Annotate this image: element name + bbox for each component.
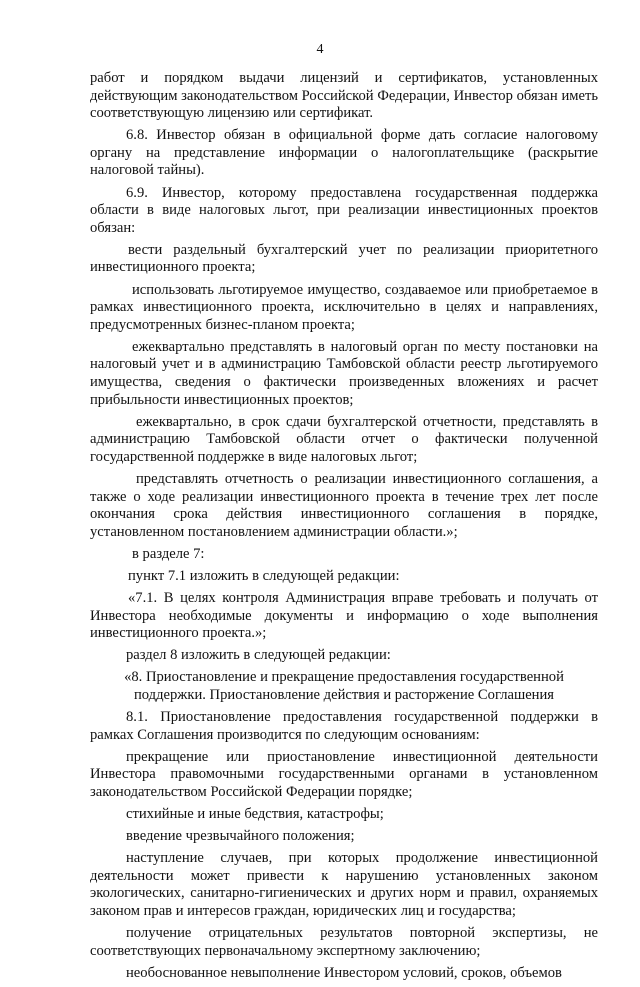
- paragraph: стихийные и иные бедствия, катастрофы;: [126, 806, 384, 823]
- paragraph: 6.8. Инвестор обязан в официальной форме дать согласие налоговому органу на представление информации о налогоплательщике (раскрытие налоговой тайны).: [90, 127, 598, 179]
- paragraph: «7.1. В целях контроля Администрация вправе требовать и получать от Инвестора необходимые документы и информацию о ходе выполнения инвестиционного проекта.»;: [90, 590, 598, 642]
- paragraph: получение отрицательных результатов повторной экспертизы, не соответствующих первоначальному экспертному заключению;: [90, 925, 598, 959]
- paragraph: 8.1. Приостановление предоставления государственной поддержки в рамках Соглашения производится по следующим основаниям:: [90, 709, 598, 743]
- paragraph: представлять отчетность о реализации инвестиционного соглашения, а также о ходе реализации инвестиционного проекта в течение трех лет после окончания срока действия инвестиционного соглашения в порядке, установленном постановлением администрации области.»;: [90, 470, 598, 540]
- paragraph: вести раздельный бухгалтерский учет по реализации приоритетного инвестиционного проекта;: [90, 241, 598, 276]
- paragraph: наступление случаев, при которых продолжение инвестиционной деятельности может привести к нарушению установленных законом экологических, санитарно-гигиенических и других норм и правил, охраняемых законом прав и интересов граждан, юридических лиц и государства;: [90, 850, 598, 920]
- page-number: 4: [316, 42, 324, 57]
- paragraph: введение чрезвычайного положения;: [126, 828, 355, 845]
- paragraph: пункт 7.1 изложить в следующей редакции:: [128, 567, 400, 584]
- paragraph: в разделе 7:: [132, 545, 205, 562]
- paragraph: «8. Приостановление и прекращение предоставления государственной поддержки. Приостановление действия и расторжение Соглашения: [124, 669, 564, 703]
- document-body: [90, 70, 598, 987]
- paragraph: прекращение или приостановление инвестиционной деятельности Инвестора правомочными государственными органами в установленном законодательством Российской Федерации порядке;: [90, 748, 598, 800]
- paragraph: использовать льготируемое имущество, создаваемое или приобретаемое в рамках инвестиционного проекта, исключительно в целях и направлениях, предусмотренных бизнес-планом проекта;: [90, 281, 598, 333]
- paragraph: ежеквартально представлять в налоговый орган по месту постановки на налоговый учет и в администрацию Тамбовской области реестр льготируемого имущества, сведения о фактически произведенных вложениях и расчет прибыльности инвестиционных проектов;: [90, 338, 598, 408]
- paragraph: ежеквартально, в срок сдачи бухгалтерской отчетности, представлять в администрацию Тамбовской области отчет о фактически полученной государственной поддержке в виде налоговых льгот;: [90, 413, 598, 465]
- paragraph: 6.9. Инвестор, которому предоставлена государственная поддержка области в виде налоговых льгот, при реализации инвестиционных проектов обязан:: [90, 184, 598, 236]
- paragraph: работ и порядком выдачи лицензий и сертификатов, установленных действующим законодательством Российской Федерации, Инвестор обязан иметь соответствующую лицензию или сертификат.: [90, 70, 598, 122]
- paragraph: необоснованное невыполнение Инвестором условий, сроков, объемов: [126, 964, 562, 981]
- paragraph: раздел 8 изложить в следующей редакции:: [126, 647, 391, 664]
